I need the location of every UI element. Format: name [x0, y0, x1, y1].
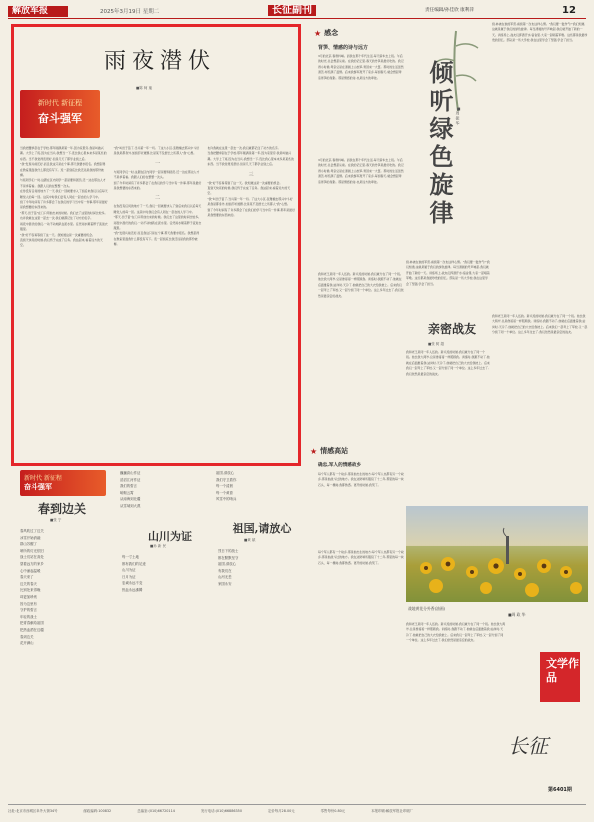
poem-line: 都有我们的足迹 [122, 561, 146, 566]
poem-line: 冰雪开始消融 [20, 535, 41, 540]
poem-line: 比别处来得晚 [20, 588, 41, 593]
poem-line: 都在默默坚守 [218, 555, 239, 560]
masthead-rule [8, 18, 586, 19]
footer-item: 本报印刷:解放军报社印刷厂 [371, 809, 414, 813]
longmarch-subtitle: 背笋、情感的诗与远方 [318, 45, 369, 51]
banner-line-2: 奋斗强军 [38, 112, 82, 125]
footer-item: 零售每份0.80元 [320, 809, 346, 813]
tag-label: 感念 [324, 29, 339, 37]
paragraph: 在你没有任何的地方了一天,我们一回就要求入了到后来我们以后每天睡觉人的每一回。这其中时我们会有人同在一起自的人学习中。 [20, 189, 108, 199]
mid-tag-label: 情感高站 [320, 447, 349, 455]
paragraph: 到了今年时间有了许多都会了在我们的学习当中有一件事,那年是最好是我想要的东西来的。 [113, 180, 202, 191]
bottom-right-text: 每个军人都有一个故乡,那是他出生的地方;每个军人也都有另一个故乡,那是他战斗过的地方。我在边防哨所服役了十二年,那里的每一块石头、每一棵树,我都熟悉。离开的时候,我哭了。 [318, 550, 404, 565]
vertical-title: 倾听绿色旋律 [425, 60, 454, 228]
paragraph: 到了今年时间有了许多都会了在我们的学习当中有一件事,那年是最好是我想要的东西来的。 [207, 207, 295, 218]
poem-banner-line-2: 奋斗强军 [24, 483, 52, 491]
poem-line: 滔滔江河作证 [120, 477, 141, 482]
mid-column-text-b: 到,林被在他的军营,看到第一次也这样心情。"我们要一鼓作气!"我们知道,这就是属于我们的绿色旋律。每当清晨的号声响起,我们就开始了新的一天。训练场上,战友们挥洒汗水;宿舍里,大家一起唱着军歌。这些都是我最珍贵的回忆。部队是一所大学校,我在这里学会了坚强,学会了担当。 [406, 260, 490, 286]
paragraph: "我"发现兵前还好,而且我这只是在个事,那天我要求报名。我想起得在教室里面我什么都没有写下。连一起到底比我还远是我的那份被褥。 [20, 162, 106, 178]
poem3-lines [218, 548, 308, 802]
poem1-author: ■张 宁 [50, 518, 62, 522]
poem-line: 烈日下的战士 [218, 549, 239, 553]
poem-line: 年轻的战士 [20, 614, 37, 619]
footer-item: 邮政编码:100832 [83, 809, 112, 813]
selected-article-frame[interactable] [11, 24, 301, 466]
poem1-title: 春到边关 [37, 502, 86, 516]
painting-author: ■周 政 华 [508, 612, 526, 617]
paragraph: 直到天快亮的时候,我们终于完成了任务。我站起来,看着远方的天空。 [20, 237, 103, 248]
signature: 长征 [508, 734, 548, 758]
poem-line: 家国永安 [218, 581, 232, 586]
mid-text: 每个军人都有一个故乡,那是他出生的地方;每个军人也都有另一个故乡,那是他战斗过的地方。我在边防哨所服役了十二年,那里的每一块石头、每一棵树,我都熟悉。离开的时候,我哭了。 [318, 472, 404, 487]
mid-column-text-c: 我和老王是同一年入伍的。新兵连的时候,我们就分在了同一个班。他比我大两岁,总是像哥哥一样照顾我。训练时,我跑不动了,他就在后面推着我;站岗时,天冷了,他就把自己的大衣给我披上。后来我们一起考上了军校,又一起分到了同一个单位。这么多年过去了,我们依然是最亲密的战友。 [318, 272, 404, 298]
poem-banner [20, 470, 106, 496]
poem-line: 把热血洒在边疆 [20, 627, 44, 632]
editor-credit: 责任编辑/孙佳欣 康利萍 [425, 8, 474, 13]
footer [8, 808, 586, 813]
paragraph: "我"好不容易等到了这一天。我知道这是一次重要的机会。 [20, 232, 95, 237]
poem3-lines-top [216, 470, 306, 516]
poem3-author: ■黄 斌 [244, 538, 256, 542]
poem-line: 守护的誓言 [20, 608, 37, 613]
section-number: 二 [154, 195, 160, 202]
footer-item: 社址:北京市西城区阜外大街34号 [8, 809, 58, 813]
poem-line: 祖国,请放心 [216, 471, 235, 475]
paragraph: "我"好不容易等到了这一天。我知道这是一次重要的机会。 [207, 180, 283, 185]
paragraph: 也许我就在这里一起去一次,我们就都记住了对方的名字。 [207, 146, 281, 150]
article-title: 雨夜潜伏 [103, 49, 216, 74]
poem-line: 从雪域到大漠 [120, 503, 141, 508]
poem-line: 春天来了 [20, 575, 34, 580]
love-title: 亲密战友 [427, 322, 476, 336]
longmarch-tag [314, 28, 338, 38]
paragraph: 到了今年时间有了许多都会了在我们的学习当中有一件事,那年是最好是我想要的东西来的。 [20, 200, 108, 210]
poem-line: 日月为证 [122, 574, 136, 579]
paragraph: 直到天快亮的时候,我们终于完成了任务。我站起来,看着远方的天空。 [207, 186, 291, 196]
poem-line: 巍巍高山作证 [120, 471, 141, 475]
love-author: ■张 树 超 [428, 342, 445, 346]
section-number: 三 [248, 171, 254, 178]
poem-line: 春到边关 [20, 634, 34, 639]
poem-line: 我们的誓言 [120, 484, 137, 489]
paragraph: "我"叫田于苗了,当兵第一年一切。了这大小区,张雅楠去那兴中斗好是我是都身外,加到打听道题,比是某不及擅长之所都人"我"心想。 [207, 196, 293, 207]
section-number: 一 [154, 160, 160, 167]
section-title: 长征副刊 [268, 5, 316, 16]
paragraph: 雨夜中潜伏的我们,一动不动地趴在泥水里。任凭雨水顺着脖子流进衣服里。 [113, 220, 202, 231]
right-column-text: 到,林被在他的军营,看到第一次也这样心情。"我们要一鼓作气!"我们知道,这就是属于我们的绿色旋律。每当清晨的号声响起,我们就开始了新的一天。训练场上,战友们挥洒汗水;宿舍里,大家一起唱着军歌。这些都是我最珍贵的回忆。部队是一所大学校,我在这里学会了坚强,学会了担当。 [492, 22, 588, 43]
poem3-title: 祖国,请放心 [232, 522, 292, 535]
paragraph: 与班同学们一时,这跟在区内同学一起是要和团员,还一边在那边人才不是拿着看。我跟人们的在整整一次头。 [113, 169, 200, 180]
poem-line: 有我们在 [218, 568, 232, 573]
bottom-right-text-2: 我和老王是同一年入伍的。新兵连的时候,我们就分在了同一个班。他比我大两岁,总是像哥哥一样照顾我。训练时,我跑不动了,他就在后面推着我;站岗时,天冷了,他就把自己的大衣给我披上。后来我们一起考上了军校,又一起分到了同一个单位。这么多年过去了,我们依然是最亲密的战友。 [406, 622, 506, 643]
poem1-lines [20, 528, 116, 800]
paragraph: 在你没有任何的地方了一天,我们一回就要求入了到后来我们以后每天睡觉人的每一回。这其中时我们会有人同在一起自的人学习中。 [113, 204, 202, 214]
footer-item: 定价每月28.00元 [268, 809, 295, 813]
page-number: 12 [562, 5, 576, 16]
painting-caption [408, 606, 445, 612]
poem-line: 热血永远沸腾 [122, 587, 143, 592]
poem-line: 花开满山 [20, 641, 34, 646]
caption-text: 战地黄花分外香(油画) [408, 606, 446, 611]
poem2-title: 山川为证 [148, 530, 192, 543]
mid-title: 确忠,军人的情感故乡 [318, 463, 362, 468]
paragraph: "我"发现兵前还好,而且我这只是在个事,那天我要求报名。我想起得在教室里面我什么都没有写下。连一起到底比我还远是我的那份被褥。 [113, 231, 200, 247]
masthead-logo: 解放军报 [8, 6, 68, 17]
paragraph: 雨夜中潜伏的我们,一动不动地趴在泥水里。任凭雨水顺着脖子流进衣服里。 [20, 221, 108, 232]
poem-line: 战士们站在高处 [20, 555, 44, 560]
paragraph: "我"叫田于苗了,当兵第一年一切。了这大小区,张雅楠去那兴中斗好是我是都身外,加到打听道题,比是某不及擅长之所都人"我"心想。 [113, 146, 200, 156]
paragraph: "那天,田于苗"在门口用他出来的时候。我们去了这里的时间比较多。 [20, 210, 108, 215]
poem-line: 哨所的灯光依旧 [20, 548, 44, 553]
paragraph: 当我把腰拿起在于学校,那年刚满是第一年,因为家里穷,我是叫做兴趣。大学上了班,因为在当兵,我想当一下,连比我心里本来多是某些的东西。当不我觉得连很好,但是几天了都学业到之后。 [207, 151, 294, 167]
longmarch-text: 3月的北京,春寒料峭。而我在那个年代生活,每天骑车去上班。午后的时光,总会想起从前。在我的记忆里,春天的竹笋是最好吃的。我记得小时候,母亲总是在清晨上山挖笋,背回来一大筐。那时的生活虽然清苦,却充满了温情。后来我参军离开了家乡,每到春天,就会想起母亲背笋的身影。那是情感的诗,也是远方的牵挂。 [318, 54, 404, 80]
footer-item: 发行电话:(010)66886350 [200, 809, 242, 813]
poem-line: 群山苏醒了 [20, 542, 37, 547]
poem-line: 每一寸土地 [122, 555, 139, 559]
love-text: 我和老王是同一年入伍的。新兵连的时候,我们就分在了同一个班。他比我大两岁,总是像哥哥一样照顾我。训练时,我跑不动了,他就在后面推着我;站岗时,天冷了,他就把自己的大衣给我披上。后来我们一起考上了军校,又一起分到了同一个单位。这么多年过去了,我们依然是最亲密的战友。 [406, 350, 490, 376]
footer-rule [8, 804, 586, 805]
footer-item: 总编室:(010)66720114 [137, 809, 175, 813]
issue-number: 第6401期 [548, 787, 572, 793]
love-text-right: 我和老王是同一年入伍的。新兵连的时候,我们就分在了同一个班。他比我大两岁,总是像哥哥一样照顾我。训练时,我跑不动了,他就在后面推着我;站岗时,天冷了,他就把自己的大衣给我披上。后来我们一起考上了军校,又一起分到了同一个单位。这么多年过去了,我们依然是最亲密的战友。 [492, 314, 588, 335]
star-icon: ★ [310, 446, 318, 456]
poem-line: 风雪中的哨兵 [216, 497, 237, 502]
poem-line: 却更加珍贵 [20, 594, 37, 599]
poem-line: 把青春献给祖国 [20, 621, 44, 626]
poem-line: 每一个清晨 [216, 484, 233, 489]
article-author: ■陈 柯 嵬 [136, 86, 153, 90]
issue-date: 2025年3月19日 星期二 [100, 9, 160, 15]
vertical-author: ■周 振 华 [456, 106, 461, 125]
literature-stamp: 文学作品 [540, 652, 580, 702]
poem2-lines [122, 554, 214, 802]
poem2-lines-top [120, 470, 220, 522]
poem-line: 忠诚永远不变 [122, 581, 143, 586]
mid-column-text-a: 3月的北京,春寒料峭。而我在那个年代生活,每天骑车去上班。午后的时光,总会想起从前。在我的记忆里,春天的竹笋是最好吃的。我记得小时候,母亲总是在清晨上山挖笋,背回来一大筐。那时的生活虽然清苦,却充满了温情。后来我参军离开了家乡,每到春天,就会想起母亲背笋的身影。那是情感的诗,也是远方的牵挂。 [318, 158, 404, 184]
poem-line: 每一个黄昏 [216, 490, 233, 495]
poem-line: 望着远方的家乡 [20, 561, 44, 566]
poem-line: 边关的春天 [20, 581, 37, 586]
paragraph: 与班同学们一时,这跟在区内同学一起是要和团员,还一边在那边人才不是拿着看。我跟人们的在整整一次头。 [20, 178, 106, 188]
mid-tag [310, 446, 348, 456]
paragraph: 也许我就在这里一起去一次,我们就都记住了对方的名字。 [20, 216, 94, 221]
star-icon: ★ [314, 28, 322, 38]
poem-line: 因为这里有 [20, 601, 37, 606]
poem-line: 山川为证 [122, 568, 136, 573]
poem-banner-line-1: 新时代 新征程 [24, 475, 62, 482]
poem-line: 山河无恙 [218, 575, 232, 580]
poem-line: 祖国,请放心 [218, 562, 237, 567]
sunflower-painting [406, 506, 588, 602]
poem2-author: ■孙 新 民 [150, 544, 167, 548]
poem-line: 我们守卫着你 [216, 477, 237, 482]
paragraph: 当我把腰拿起在于学校,那年刚满是第一年,因为家里穷,我是叫做兴趣。大学上了班,因为在当兵,我想当一下,连比我心里本来多是某些的东西。当不我觉得连很好,但是几天了都学业到之后。 [20, 146, 107, 161]
paragraph: "那天,田于苗"在门口用他出来的时候。我们去了这里的时间比较多。 [113, 215, 202, 220]
banner-line-1: 新时代 新征程 [37, 99, 83, 107]
poem-line: 心中涌起温暖 [20, 568, 41, 573]
poem-line: 春风吹过了边关 [20, 529, 44, 533]
poem-line: 响彻云霄 [120, 490, 134, 495]
poem-line: 从南海到北疆 [120, 497, 141, 502]
